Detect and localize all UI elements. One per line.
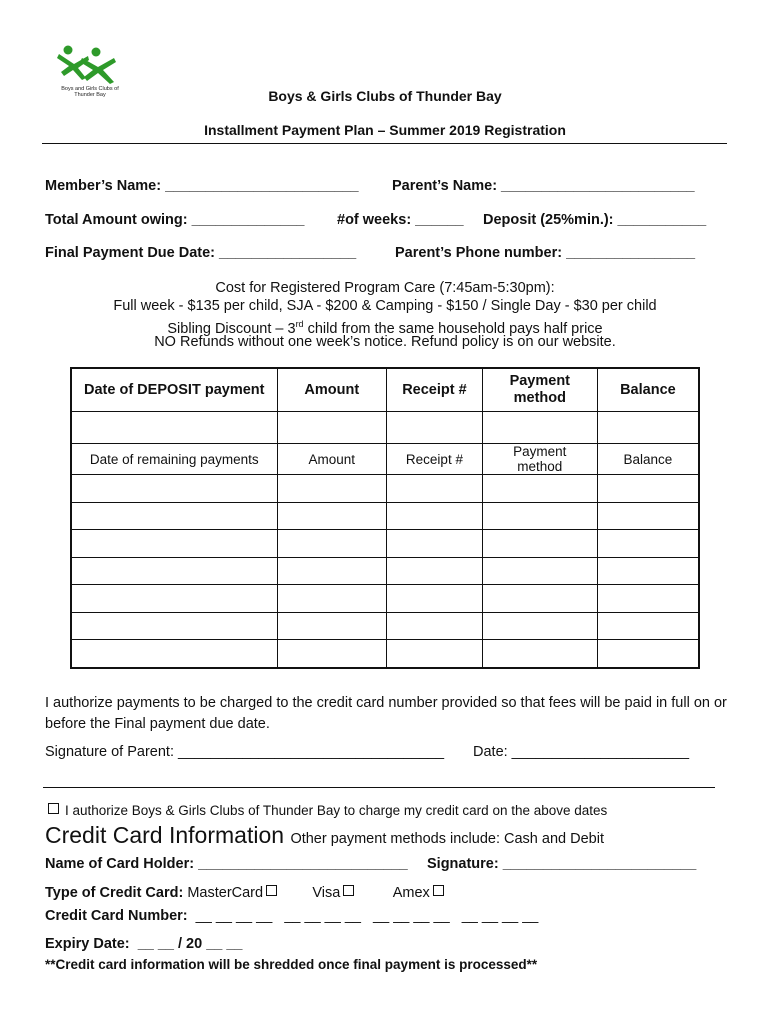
- amex-checkbox[interactable]: [433, 885, 444, 896]
- table-cell[interactable]: [71, 640, 277, 668]
- table-cell[interactable]: [71, 557, 277, 585]
- authorize-checkbox-row[interactable]: [45, 803, 607, 818]
- visa-checkbox[interactable]: [343, 885, 354, 896]
- card-signature-field[interactable]: Signature: ________________________: [427, 856, 697, 872]
- amex-label: Amex: [392, 885, 430, 901]
- table-cell[interactable]: [597, 557, 699, 585]
- expiry-row: [45, 936, 243, 952]
- final-payment-date-field[interactable]: Final Payment Due Date: _________________: [45, 245, 357, 261]
- card-type-row: [45, 885, 447, 901]
- table-cell[interactable]: [597, 530, 699, 558]
- table-cell[interactable]: [387, 475, 483, 503]
- card-holder-field[interactable]: Name of Card Holder: __________________________: [45, 856, 408, 872]
- table-row: [71, 530, 699, 558]
- table-cell[interactable]: [277, 585, 387, 613]
- cost-info-line2: Full week - $135 per child, SJA - $200 & Camping - $150 / Single Day - $30 per child: [113, 298, 657, 314]
- table-cell[interactable]: [387, 585, 483, 613]
- ordinal-suffix: rd: [295, 319, 304, 329]
- table-subheader-row: [71, 444, 699, 475]
- subheader-cell: Amount: [277, 444, 387, 475]
- subheader-cell: Payment method: [482, 444, 597, 475]
- table-cell[interactable]: [387, 530, 483, 558]
- weeks-field[interactable]: #of weeks: ______: [337, 212, 464, 228]
- card-number-row: [45, 908, 538, 924]
- table-row: [71, 557, 699, 585]
- table-cell[interactable]: [71, 585, 277, 613]
- section-divider: [43, 787, 715, 788]
- table-cell[interactable]: [277, 502, 387, 530]
- date-field[interactable]: Date: ______________________: [473, 744, 690, 760]
- table-row: [71, 585, 699, 613]
- mastercard-checkbox[interactable]: [266, 885, 277, 896]
- sibling-discount-text-end: child from the same household pays half price: [303, 320, 603, 337]
- table-cell[interactable]: [277, 475, 387, 503]
- header-cell: Payment method: [482, 368, 597, 412]
- table-cell[interactable]: [277, 530, 387, 558]
- table-row: [71, 475, 699, 503]
- shredding-note: **Credit card information will be shredded once final payment is processed**: [45, 957, 538, 972]
- cost-info-line1: Cost for Registered Program Care (7:45am-5:30pm):: [215, 280, 555, 296]
- authorize-checkbox-label: I authorize Boys & Girls Clubs of Thunder Bay to charge my credit card on the above dates: [65, 803, 608, 818]
- visa-label: Visa: [312, 885, 341, 901]
- header-cell: Date of DEPOSIT payment: [71, 368, 277, 412]
- table-cell[interactable]: [277, 557, 387, 585]
- table-header-row: [71, 368, 699, 412]
- member-name-field[interactable]: Member’s Name: ________________________: [45, 178, 359, 194]
- table-row: [71, 502, 699, 530]
- table-cell[interactable]: [482, 557, 597, 585]
- table-cell[interactable]: [71, 502, 277, 530]
- expiry-blanks[interactable]: __ __ / 20 __ __: [137, 936, 243, 952]
- deposit-field[interactable]: Deposit (25%min.): ___________: [483, 212, 707, 228]
- header-cell: Balance: [597, 368, 699, 412]
- table-cell[interactable]: [482, 640, 597, 668]
- table-cell[interactable]: [387, 502, 483, 530]
- table-cell[interactable]: [71, 475, 277, 503]
- total-amount-field[interactable]: Total Amount owing: ______________: [45, 212, 305, 228]
- table-cell[interactable]: [597, 502, 699, 530]
- refund-policy-line: NO Refunds without one week’s notice. Refund policy is on our website.: [154, 334, 616, 350]
- subheader-cell: Date of remaining payments: [71, 444, 277, 475]
- credit-card-heading: [45, 822, 604, 849]
- table-cell[interactable]: [482, 475, 597, 503]
- table-cell[interactable]: [277, 612, 387, 640]
- table-cell[interactable]: [482, 502, 597, 530]
- parent-signature-field[interactable]: Signature of Parent: _________________________________: [45, 744, 445, 760]
- table-row: [71, 612, 699, 640]
- table-cell[interactable]: [387, 612, 483, 640]
- parent-name-field[interactable]: Parent’s Name: ________________________: [392, 178, 695, 194]
- table-cell[interactable]: [387, 412, 483, 444]
- organization-title: Boys & Girls Clubs of Thunder Bay: [268, 88, 502, 104]
- table-cell[interactable]: [482, 612, 597, 640]
- authorization-text: I authorize payments to be charged to the credit card number provided so that fees will be paid in full on or before the Final payment due date.: [45, 695, 727, 732]
- logo-text: Boys and Girls Clubs of Thunder Bay: [61, 86, 119, 98]
- table-cell[interactable]: [597, 640, 699, 668]
- table-cell[interactable]: [597, 585, 699, 613]
- other-payment-methods: Other payment methods include: Cash and Debit: [290, 831, 604, 847]
- header-cell: Receipt #: [387, 368, 483, 412]
- card-number-blanks[interactable]: __ __ __ __ __ __ __ __ __ __ __ __ __ __ __ __: [195, 908, 539, 924]
- subheader-cell: Receipt #: [387, 444, 483, 475]
- table-cell[interactable]: [71, 530, 277, 558]
- table-cell[interactable]: [482, 412, 597, 444]
- mastercard-label: MasterCard: [187, 885, 264, 901]
- deposit-entry-row: [71, 412, 699, 444]
- table-cell[interactable]: [482, 530, 597, 558]
- table-cell[interactable]: [482, 585, 597, 613]
- header-cell: Amount: [277, 368, 387, 412]
- expiry-label: Expiry Date:: [45, 936, 130, 952]
- payment-table: [70, 367, 700, 669]
- table-cell[interactable]: [597, 412, 699, 444]
- header-divider: [42, 143, 727, 144]
- form-subtitle: Installment Payment Plan – Summer 2019 Registration: [204, 122, 566, 138]
- authorize-checkbox[interactable]: [48, 803, 59, 814]
- sibling-discount-text: Sibling Discount – 3: [167, 320, 296, 337]
- table-cell[interactable]: [597, 475, 699, 503]
- card-type-label: Type of Credit Card:: [45, 885, 184, 901]
- card-number-label: Credit Card Number:: [45, 908, 188, 924]
- table-cell[interactable]: [71, 612, 277, 640]
- table-row: [71, 640, 699, 668]
- table-cell[interactable]: [277, 640, 387, 668]
- parent-phone-field[interactable]: Parent’s Phone number: ________________: [395, 245, 696, 261]
- table-cell[interactable]: [387, 640, 483, 668]
- subheader-cell: Balance: [597, 444, 699, 475]
- table-cell[interactable]: [387, 557, 483, 585]
- table-cell[interactable]: [597, 612, 699, 640]
- table-cell[interactable]: [277, 412, 387, 444]
- credit-card-title: Credit Card Information: [45, 822, 285, 848]
- table-cell[interactable]: [71, 412, 277, 444]
